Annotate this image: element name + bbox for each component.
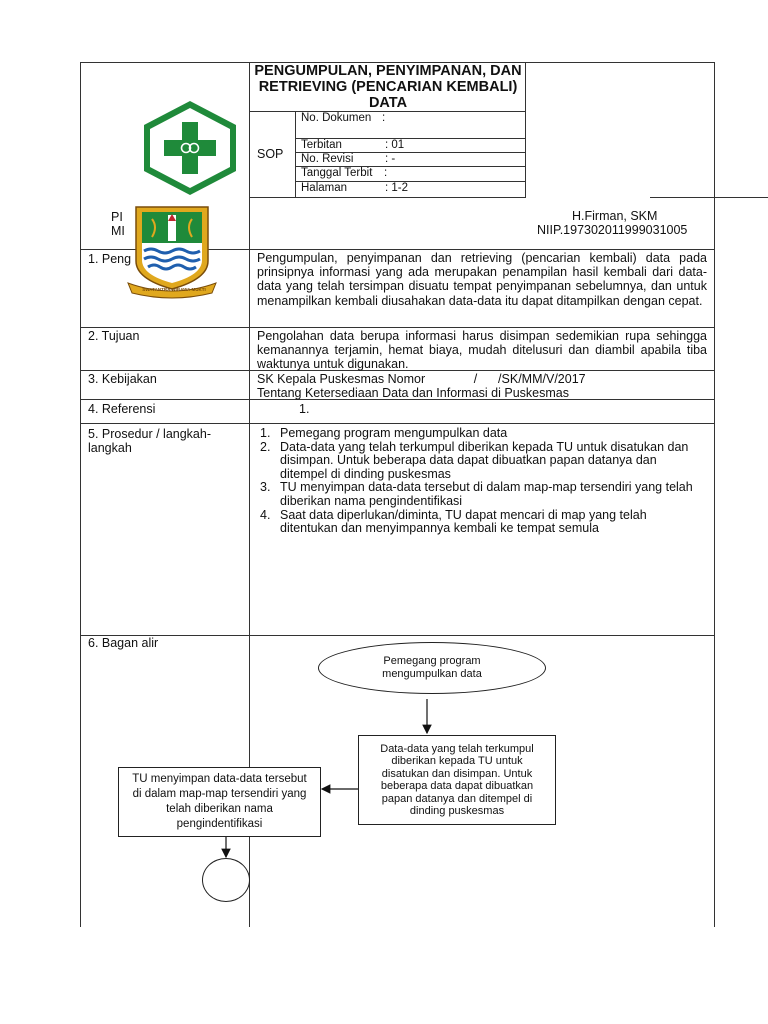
emblem-motto: SWATANTRA WIBAWA MUKTI bbox=[142, 287, 206, 292]
signer-name: H.Firman, SKM bbox=[572, 209, 658, 223]
list-item: 4. Saat data diperlukan/diminta, TU dapat mencari di map yang telah ditentukan dan menyimpannya kembali ke tempat semula bbox=[260, 507, 647, 536]
section-label: 6. Bagan alir bbox=[88, 636, 159, 650]
list-item: 2. Data-data yang telah terkumpul diberikan kepada TU untuk disatukan dan disimpan. Untuk beberapa data dapat dibuatkan papan datanya dan ditempel di dinding puskesmas bbox=[260, 439, 689, 481]
meta-label: No. Dokumen bbox=[301, 112, 372, 124]
reference-item: 1. bbox=[299, 402, 310, 416]
step-text: Data-data yang telah terkumpul diberikan kepada TU untuk disatukan dan disimpan. Untuk beberapa data dapat dibuatkan papan datanya dan ditempel di dinding puskesmas bbox=[280, 439, 689, 481]
flow-step-text: Data-data yang telah terkumpul diberikan kepada TU untuk disatukan dan disimpan. Untuk beberapa data dapat dibuatkan papan datanya dan ditempel di dinding puskesmas bbox=[380, 742, 534, 817]
flow-end-circle bbox=[202, 858, 250, 902]
meta-value: : 1-2 bbox=[385, 182, 409, 194]
list-item: 1. Pemegang program mengumpulkan data bbox=[260, 426, 508, 440]
section-label: 1. Peng bbox=[88, 252, 132, 266]
step-text: TU menyimpan data-data tersebut di dalam map-map tersendiri yang telah diberikan nama pengindentifikasi bbox=[280, 480, 693, 508]
section-label: 3. Kebijakan bbox=[88, 372, 157, 386]
meta-label: Terbitan bbox=[301, 139, 342, 151]
meta-value: : 01 bbox=[385, 139, 405, 151]
flow-step-box bbox=[118, 767, 321, 837]
meta-label: Tanggal Terbit bbox=[301, 167, 373, 179]
flow-step-box bbox=[358, 735, 556, 825]
meta-value: : - bbox=[385, 153, 396, 165]
meta-label: Halaman bbox=[301, 182, 348, 194]
flow-step-text: TU menyimpan data-data tersebut di dalam map-map tersendiri yang telah diberikan nama pengindentifikasi bbox=[132, 773, 307, 830]
meta-value: : bbox=[384, 167, 388, 179]
step-text: Saat data diperlukan/diminta, TU dapat mencari di map yang telah ditentukan dan menyimpannya kembali ke tempat semula bbox=[280, 507, 647, 536]
sop-label: SOP bbox=[257, 147, 284, 161]
policy-line: Tentang Ketersediaan Data dan Informasi di Puskesmas bbox=[257, 386, 569, 400]
section-text: Pengolahan data berupa informasi harus disimpan sedemikian rupa sehingga kemanannya terjamin, hemat biaya, mudah ditelusuri dan diambil apabila tiba waktunya untuk digunakan. bbox=[257, 329, 707, 372]
flow-start-text: Pemegang program mengumpulkan data bbox=[382, 655, 482, 680]
policy-line: SK Kepala Puskesmas Nomor / /SK/MM/V/2017 bbox=[257, 372, 586, 386]
step-text: Pemegang program mengumpulkan data bbox=[280, 426, 508, 440]
meta-value: : bbox=[382, 112, 386, 124]
document-title: PENGUMPULAN, PENYIMPANAN, DAN RETRIEVING (PENCARIAN KEMBALI) DATA bbox=[254, 63, 522, 111]
header-left-label-1: PI bbox=[111, 210, 123, 224]
section-label: 5. Prosedur / langkah-langkah bbox=[88, 427, 211, 456]
list-item: 3. TU menyimpan data-data tersebut di dalam map-map tersendiri yang telah diberikan nama pengindentifikasi bbox=[260, 480, 693, 508]
meta-label: No. Revisi bbox=[301, 153, 354, 165]
section-label: 2. Tujuan bbox=[88, 329, 140, 343]
signer-nip: NIIP.197302011999031005 bbox=[537, 223, 688, 237]
section-label: 4. Referensi bbox=[88, 402, 156, 416]
header-left-label-2: MI bbox=[111, 224, 125, 238]
section-text: Pengumpulan, penyimpanan dan retrieving (pencarian kembali) data pada prinsipnya informasi yang ada merupakan penampilan hasil kembali dari data-data yang telah tersimpan disuatu tempat penyimpanan sebelumnya, dan untuk menampilkan kembali diusahakan data-data itu dapat ditampilkan dengan cepat. bbox=[257, 251, 707, 308]
